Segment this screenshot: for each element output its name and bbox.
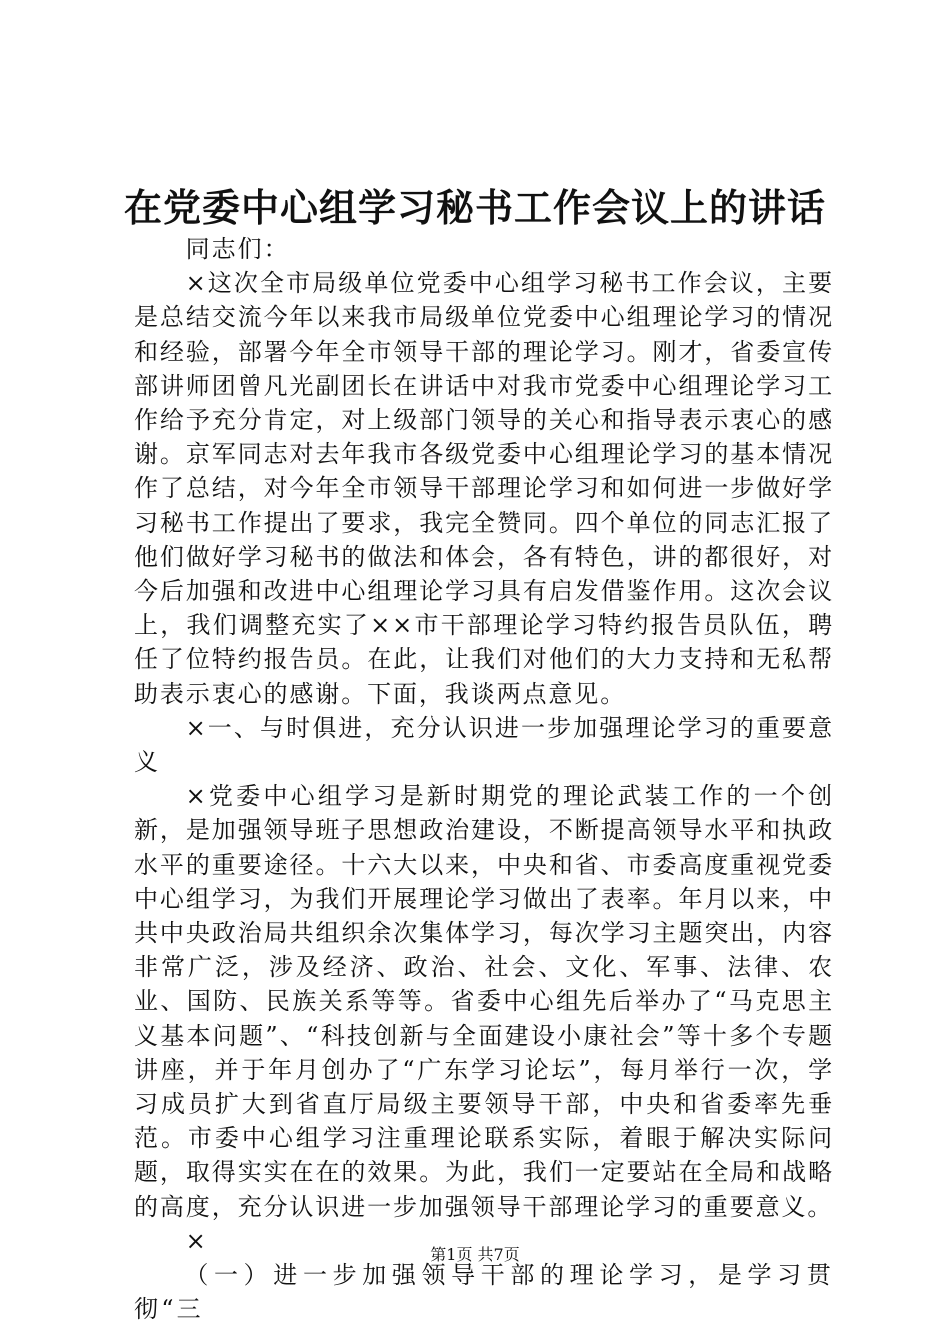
page-footer: 第1页 共7页 <box>430 1245 520 1264</box>
section-heading-1: ×一、与时俱进，充分认识进一步加强理论学习的重要意义 <box>134 713 834 777</box>
document-body <box>134 232 834 1327</box>
paragraph-intro: ×这次全市局级单位党委中心组学习秘书工作会议，主要是总结交流今年以来我市局级单位党委中心组理论学习的情况和经验，部署今年全市领导干部的理论学习。刚才，省委宣传部讲师团曾凡光副团长在讲话中对我市党委中心组理论学习工作给予充分肯定，对上级部门领导的关心和指导表示衷心的感谢。京军同志对去年我市各级党委中心组理论学习的基本情况作了总结，对今年全市领导干部理论学习和如何进一步做好学习秘书工作提出了要求，我完全赞同。四个单位的同志汇报了他们做好学习秘书的做法和体会，各有特色，讲的都很好，对今后加强和改进中心组理论学习具有启发借鉴作用。这次会议上，我们调整充实了××市干部理论学习特约报告员队伍，聘任了位特约报告员。在此，让我们对他们的大力支持和无私帮助表示衷心的感谢。下面，我谈两点意见。 <box>134 269 834 708</box>
paragraph-marker: × <box>185 1226 208 1255</box>
salutation: 同志们： <box>185 235 290 263</box>
paragraph-section-1: ×党委中心组学习是新时期党的理论武装工作的一个创新，是加强领导班子思想政治建设，不断提高领导水平和执政水平的重要途径。十六大以来，中央和省、市委高度重视党委中心组学习，为我们开展理论学习做出了表率。年月以来，中共中央政治局共组织余次集体学习，每次学习主题突出，内容非常广泛，涉及经济、政治、社会、文化、军事、法律、农业、国防、民族关系等等。省委中心组先后举办了“马克思主义基本问题”、“科技创新与全面建设小康社会”等十多个专题讲座，并于年月创办了“广东学习论坛”，每月举行一次，学习成员扩大到省直厅局级主要领导干部，中央和省委率先垂范。市委中心组学习注重理论联系实际，着眼于解决实际问题，取得实实在在的效果。为此，我们一定要站在全局和战略的高度，充分认识进一步加强领导干部理论学习的重要意义。 <box>134 782 834 1221</box>
subsection-heading-1: （一）进一步加强领导干部的理论学习，是学习贯彻“三 <box>134 1261 834 1324</box>
page-title: 在党委中心组学习秘书工作会议上的讲话 <box>123 185 826 230</box>
